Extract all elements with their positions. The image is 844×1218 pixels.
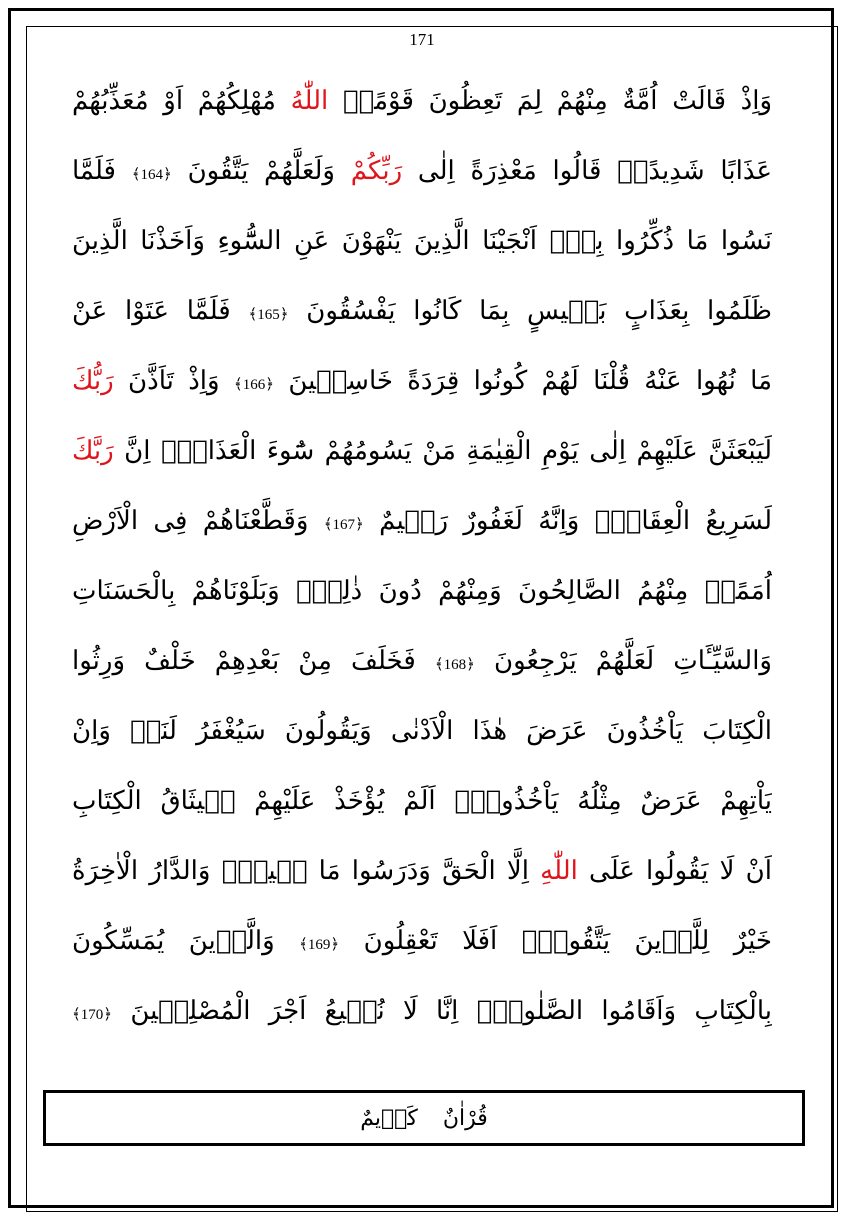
verse-line [72,486,772,556]
verse-text: وَقَطَّعْنَاهُمْ فِى الْاَرْضِ [72,506,324,536]
verse-line [72,556,772,626]
verse-text: فَلَمَّا [72,156,132,186]
verse-text: عَذَابًا شَدِيدًاۜ قَالُوا مَعْذِرَةً اِلٰى [402,156,772,186]
verse-text: فَخَلَفَ مِنْ بَعْدِهِمْ خَلْفٌ وَرِثُوا [72,646,435,676]
verse-line [72,276,772,346]
divine-name-highlight: رَبِّكُمْ [350,156,403,186]
verse-text: خَيْرٌ لِلَّذٖينَ يَتَّقُونَۜ اَفَلَا تَعْقِلُونَ [339,926,772,956]
verse-line [72,766,772,836]
verse-line [72,626,772,696]
verse-text: ظَلَمُوا بِعَذَابٍ بَئٖيسٍ بِمَا كَانُوا يَفْسُقُونَ [288,296,772,326]
verse-text: مُهْلِكُهُمْ اَوْ مُعَذِّبُهُمْ [72,86,291,116]
ayah-number-marker: ﴿165﴾ [248,307,289,323]
verse-line [72,416,772,486]
verse-text: اِلَّا الْحَقَّ وَدَرَسُوا مَا فٖيهِۜ وَالدَّارُ الْاٰخِرَةُ [72,856,541,886]
ayah-number-marker: ﴿167﴾ [323,517,364,533]
verse-text: اَنْ لَا يَقُولُوا عَلَى [577,856,772,886]
ayah-number-marker: ﴿169﴾ [299,937,340,953]
verse-text: لَسَرِيعُ الْعِقَابِۚ وَاِنَّهُ لَغَفُورٌ رَحٖيمٌ [363,506,772,536]
verse-line [72,346,772,416]
verse-text: وَالسَّيِّـَٔاتِ لَعَلَّهُمْ يَرْجِعُونَ [474,646,772,676]
verse-text: فَلَمَّا عَتَوْا عَنْ [72,296,249,326]
verse-text: مَا نُهُوا عَنْهُ قُلْنَا لَهُمْ كُونُوا قِرَدَةً خَاسِئٖينَ [274,366,772,396]
ayah-number-marker: ﴿164﴾ [131,167,172,183]
footer-box [43,1090,805,1146]
ayah-number-marker: ﴿168﴾ [434,657,475,673]
divine-name-highlight: رَبَّكَ [72,436,114,466]
verse-line [72,906,772,976]
ayah-number-marker: ﴿166﴾ [233,377,274,393]
footer-title: قُرْاٰنٌ كَرٖيمٌ [360,1105,488,1131]
verse-text: لَيَبْعَثَنَّ عَلَيْهِمْ اِلٰى يَوْمِ الْقِيٰمَةِ مَنْ يَسُومُهُمْ سُٓوءَ الْعَذَابِۜ اِنَّ [113,436,772,466]
verse-line [72,206,772,276]
verse-text: نَسُوا مَا ذُكِّرُوا بِهٖٓ اَنْجَيْنَا الَّذِينَ يَنْهَوْنَ عَنِ السُّٓوءِ وَاَخَذْنَا الَّذِينَ [72,226,772,256]
verse-text: وَالَّذٖينَ يُمَسِّكُونَ [72,926,300,956]
verse-line [72,696,772,766]
ayah-number-marker: ﴿170﴾ [72,1007,113,1023]
verse-text: وَاِذْ قَالَتْ اُمَّةٌ مِنْهُمْ لِمَ تَعِظُونَ قَوْمًاۙ [328,86,772,116]
verse-text: وَلَعَلَّهُمْ يَتَّقُونَ [171,156,351,186]
verse-line [72,976,772,1046]
verse-line [72,836,772,906]
page-number: 171 [409,30,435,49]
verse-text: اُمَمًاۚ مِنْهُمُ الصَّالِحُونَ وَمِنْهُمْ دُونَ ذٰلِكَۘ وَبَلَوْنَاهُمْ بِالْحَسَنَاتِ [72,576,772,606]
divine-name-highlight: رَبُّكَ [72,366,114,396]
verse-line [72,136,772,206]
divine-name-highlight: اللّٰهُ [290,86,329,116]
divine-name-highlight: اللّٰهِ [540,856,578,886]
verse-text: بِالْكِتَابِ وَاَقَامُوا الصَّلٰوةَۜ اِنَّا لَا نُضٖيعُ اَجْرَ الْمُصْلِحٖينَ [112,996,772,1026]
verses-text-block [72,66,772,1046]
verse-text: وَاِذْ تَاَذَّنَ [113,366,234,396]
verse-text: الْكِتَابَ يَاْخُذُونَ عَرَضَ هٰذَا الْاَدْنٰى وَيَقُولُونَ سَيُغْفَرُ لَنَاۚ وَاِنْ [72,716,772,746]
verse-line [72,66,772,136]
verse-text: يَاْتِهِمْ عَرَضٌ مِثْلُهُ يَاْخُذُوهُۜ اَلَمْ يُؤْخَذْ عَلَيْهِمْ مٖيثَاقُ الْكِتَابِ [72,786,772,816]
